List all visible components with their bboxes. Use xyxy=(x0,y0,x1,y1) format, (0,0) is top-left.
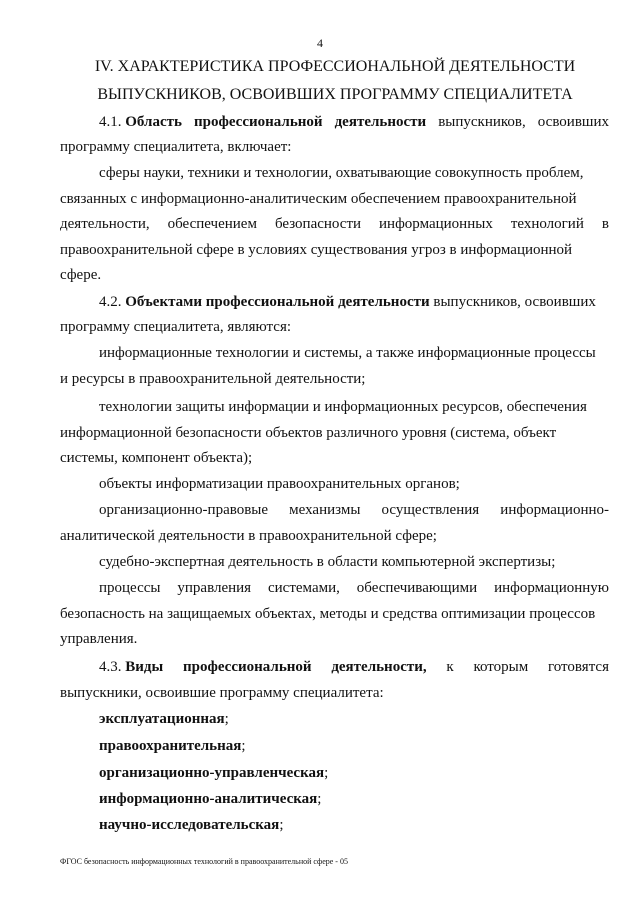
paragraph-4-2-line-1 xyxy=(99,294,596,311)
paragraph-4-3-term-word: деятельности, xyxy=(331,659,427,675)
object-item-4-line-1 xyxy=(99,502,609,519)
activity-type-label: организационно-управленческая xyxy=(99,765,325,781)
section-heading-line-1: IV. ХАРАКТЕРИСТИКА ПРОФЕССИОНАЛЬНОЙ ДЕЯТЕЛЬНОСТИ xyxy=(94,58,576,75)
object-item-6-line-2: безопасность на защищаемых объектах, методы и средства оптимизации процессов xyxy=(60,606,596,622)
paragraph-4-1-term-word: Область xyxy=(125,114,182,130)
section-heading-line-2: ВЫПУСКНИКОВ, ОСВОИВШИХ ПРОГРАММУ СПЕЦИАЛИТЕТА xyxy=(97,86,573,103)
paragraph-4-3-term-word: Виды xyxy=(125,659,164,675)
scope-line-5: сфере. xyxy=(60,267,102,283)
object-item-2-line-2: информационной безопасности объектов различного уровня (система, объект xyxy=(60,425,557,441)
paragraph-4-1-number: 4.1. xyxy=(99,114,122,130)
object-item-6-word: информационную xyxy=(494,580,609,596)
activity-type-item: правоохранительная; xyxy=(99,738,246,754)
scope-line-1: сферы науки, техники и технологии, охватывающие совокупность проблем, xyxy=(99,165,584,181)
paragraph-4-2-term: Объектами профессиональной деятельности xyxy=(125,294,430,310)
scope-line-4: правоохранительной сфере в условиях существования угроз в информационной xyxy=(60,242,573,258)
object-item-4-word: информационно- xyxy=(500,502,609,518)
paragraph-4-1-term-word: профессиональной xyxy=(193,114,323,130)
object-item-3: объекты информатизации правоохранительных органов; xyxy=(99,476,460,492)
object-item-6-word: процессы xyxy=(99,580,161,596)
paragraph-4-2-line-2: программу специалитета, являются: xyxy=(60,319,292,335)
scope-line-3 xyxy=(60,216,609,233)
paragraph-4-3-term-word: профессиональной xyxy=(182,659,312,675)
scope-word: информационных xyxy=(379,216,493,232)
paragraph-4-3-line-1 xyxy=(99,659,609,676)
scope-line-2: связанных с информационно-аналитическим обеспечением правоохранительной xyxy=(60,191,577,207)
activity-type-item: эксплуатационная; xyxy=(99,711,229,727)
scope-word: безопасности xyxy=(274,216,362,232)
page-footer: ФГОС безопасность информационных технологий в правоохранительной сфере - 05 xyxy=(60,857,348,866)
object-item-5: судебно-экспертная деятельность в области компьютерной экспертизы; xyxy=(99,554,556,570)
object-item-1-line-1: информационные технологии и системы, а также информационные процессы xyxy=(99,345,596,361)
activity-type-label: научно-исследовательская xyxy=(99,817,280,833)
scope-word: технологий xyxy=(510,216,584,232)
object-item-2-line-3: системы, компонент объекта); xyxy=(60,450,253,466)
paragraph-4-3-number: 4.3. xyxy=(99,659,122,675)
object-item-6-word: системами, xyxy=(268,580,340,596)
activity-type-item: информационно-аналитическая; xyxy=(99,791,322,807)
activity-type-label: эксплуатационная xyxy=(99,711,225,727)
object-item-6-word: обеспечивающими xyxy=(356,580,478,596)
activity-type-label: правоохранительная xyxy=(99,738,242,754)
paragraph-4-2-number: 4.2. xyxy=(99,294,122,310)
object-item-1-line-2: и ресурсы в правоохранительной деятельности; xyxy=(60,371,366,387)
paragraph-4-1-line-1 xyxy=(99,114,609,131)
scope-word: деятельности, xyxy=(60,216,150,232)
activity-type-item: научно-исследовательская; xyxy=(99,817,284,833)
object-item-4-word: организационно-правовые xyxy=(99,502,269,518)
scope-word: в xyxy=(601,216,609,232)
paragraph-4-3-word: которым xyxy=(473,659,529,675)
page-number: 4 xyxy=(317,36,323,50)
activity-type-item: организационно-управленческая; xyxy=(99,765,329,781)
object-item-6-line-1 xyxy=(99,580,609,597)
activity-type-label: информационно-аналитическая xyxy=(99,791,318,807)
paragraph-4-3-word: готовятся xyxy=(547,659,609,675)
object-item-2-line-1: технологии защиты информации и информационных ресурсов, обеспечения xyxy=(99,399,587,415)
object-item-6-word: управления xyxy=(177,580,252,596)
paragraph-4-1-word: освоивших xyxy=(537,114,609,130)
paragraph-4-3-word: к xyxy=(446,659,454,675)
object-item-4-word: механизмы xyxy=(289,502,361,518)
scope-word: обеспечением xyxy=(167,216,257,232)
object-item-6-line-3: управления. xyxy=(60,631,138,647)
paragraph-4-1-word: выпускников, xyxy=(438,114,526,130)
paragraph-4-1-term-word: деятельности xyxy=(334,114,427,130)
paragraph-4-1-line-2: программу специалитета, включает: xyxy=(60,139,292,155)
paragraph-4-3-line-2: выпускники, освоившие программу специалитета: xyxy=(60,685,384,701)
object-item-4-word: осуществления xyxy=(381,502,480,518)
object-item-4-line-2: аналитической деятельности в правоохранительной сфере; xyxy=(60,528,437,544)
paragraph-4-2-rest: выпускников, освоивших xyxy=(433,294,596,310)
